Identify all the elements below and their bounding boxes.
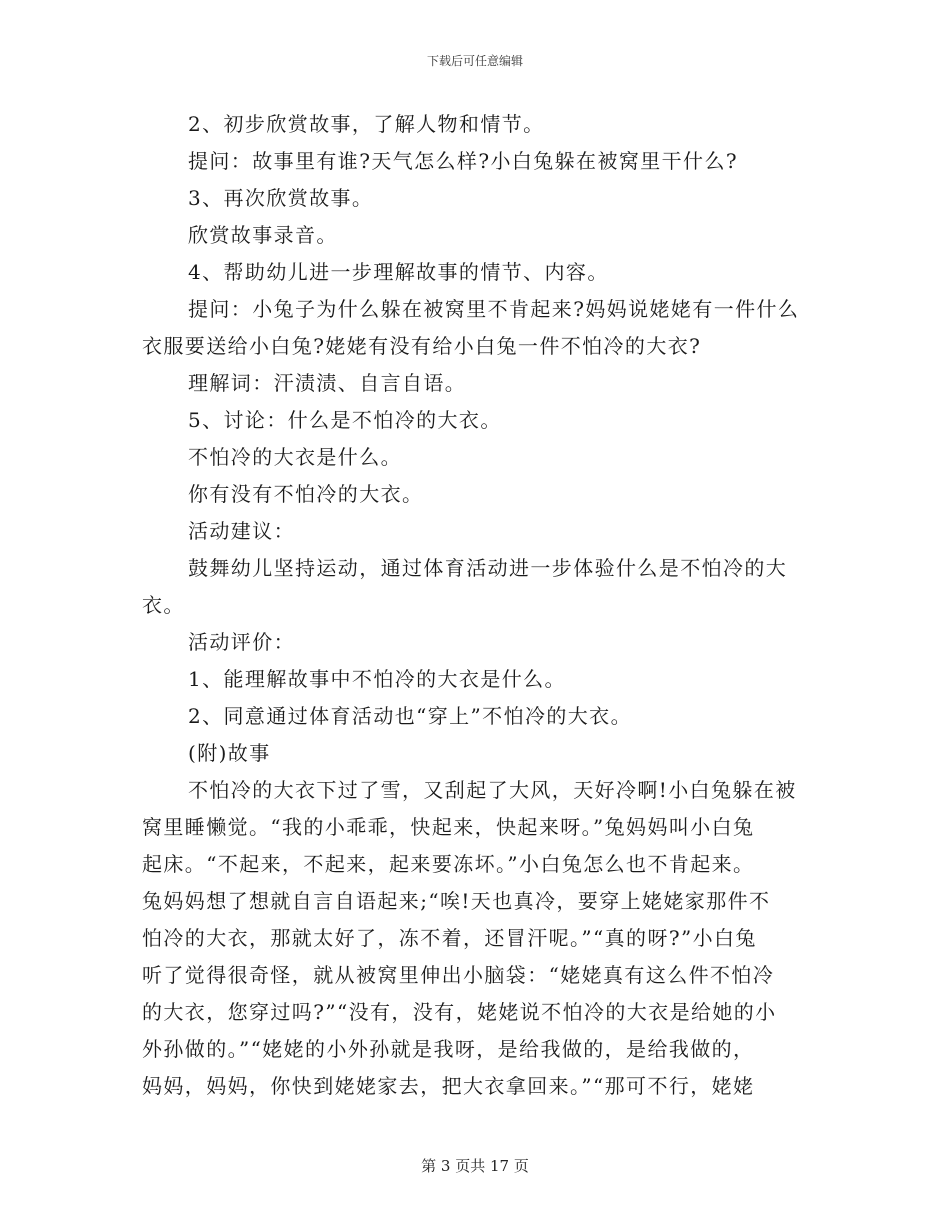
text-line: 窝里睡懒觉。“我的小乖乖，快起来，快起来呀。”兔妈妈叫小白兔 — [142, 815, 755, 839]
text-line: 2、初步欣赏故事，了解人物和情节。 — [188, 112, 545, 136]
text-line: 1、能理解故事中不怕冷的大衣是什么。 — [188, 667, 566, 691]
text-line: 欣赏故事录音。 — [188, 223, 338, 247]
page-header: 下载后可任意编辑 — [426, 54, 523, 68]
text-line: 2、同意通过体育活动也“穿上”不怕冷的大衣。 — [188, 704, 632, 728]
text-line: 怕冷的大衣，那就太好了，冻不着，还冒汗呢。”“真的呀?”小白兔 — [142, 926, 757, 950]
text-line: 你有没有不怕冷的大衣。 — [188, 482, 424, 506]
text-line: 兔妈妈想了想就自言自语起来;“唉!天也真冷，要穿上姥姥家那件不 — [142, 889, 771, 913]
text-line: 妈妈，妈妈，你快到姥姥家去，把大衣拿回来。”“那可不行，姥姥 — [142, 1074, 755, 1098]
text-line: 活动评价： — [188, 630, 295, 654]
text-line: 衣。 — [142, 593, 185, 617]
text-line: 不怕冷的大衣是什么。 — [188, 445, 402, 469]
text-line: 听了觉得很奇怪，就从被窝里伸出小脑袋：“姥姥真有这么件不怕冷 — [142, 963, 775, 987]
text-line: 4、帮助幼儿进一步理解故事的情节、内容。 — [188, 260, 609, 284]
text-line: 不怕冷的大衣下过了雪，又刮起了大风，天好冷啊!小白兔躲在被 — [188, 778, 797, 802]
text-line: 3、再次欣赏故事。 — [188, 186, 374, 210]
text-line: 提问：故事里有谁?天气怎么样?小白兔躲在被窝里干什么? — [188, 149, 738, 173]
page-footer: 第 3 页共 17 页 — [421, 1157, 529, 1175]
document-body — [142, 106, 808, 1105]
text-line: 提问：小兔子为什么躲在被窝里不肯起来?妈妈说姥姥有一件什么 — [188, 297, 800, 321]
text-line: 5、讨论：什么是不怕冷的大衣。 — [188, 408, 502, 432]
text-line: 理解词：汗渍渍、自言自语。 — [188, 371, 467, 395]
text-line: 起床。“不起来，不起来，起来要冻坏。”小白兔怎么也不肯起来。 — [142, 852, 755, 876]
text-line: 活动建议： — [188, 519, 295, 543]
text-line: 鼓舞幼儿坚持运动，通过体育活动进一步体验什么是不怕冷的大 — [188, 556, 788, 580]
text-line: (附)故事 — [188, 741, 271, 765]
text-line: 的大衣，您穿过吗?”“没有，没有，姥姥说不怕冷的大衣是给她的小 — [142, 1000, 777, 1024]
text-line: 衣服要送给小白兔?姥姥有没有给小白兔一件不怕冷的大衣? — [142, 334, 702, 358]
text-line: 外孙做的。”“姥姥的小外孙就是我呀，是给我做的，是给我做的， — [142, 1037, 755, 1061]
